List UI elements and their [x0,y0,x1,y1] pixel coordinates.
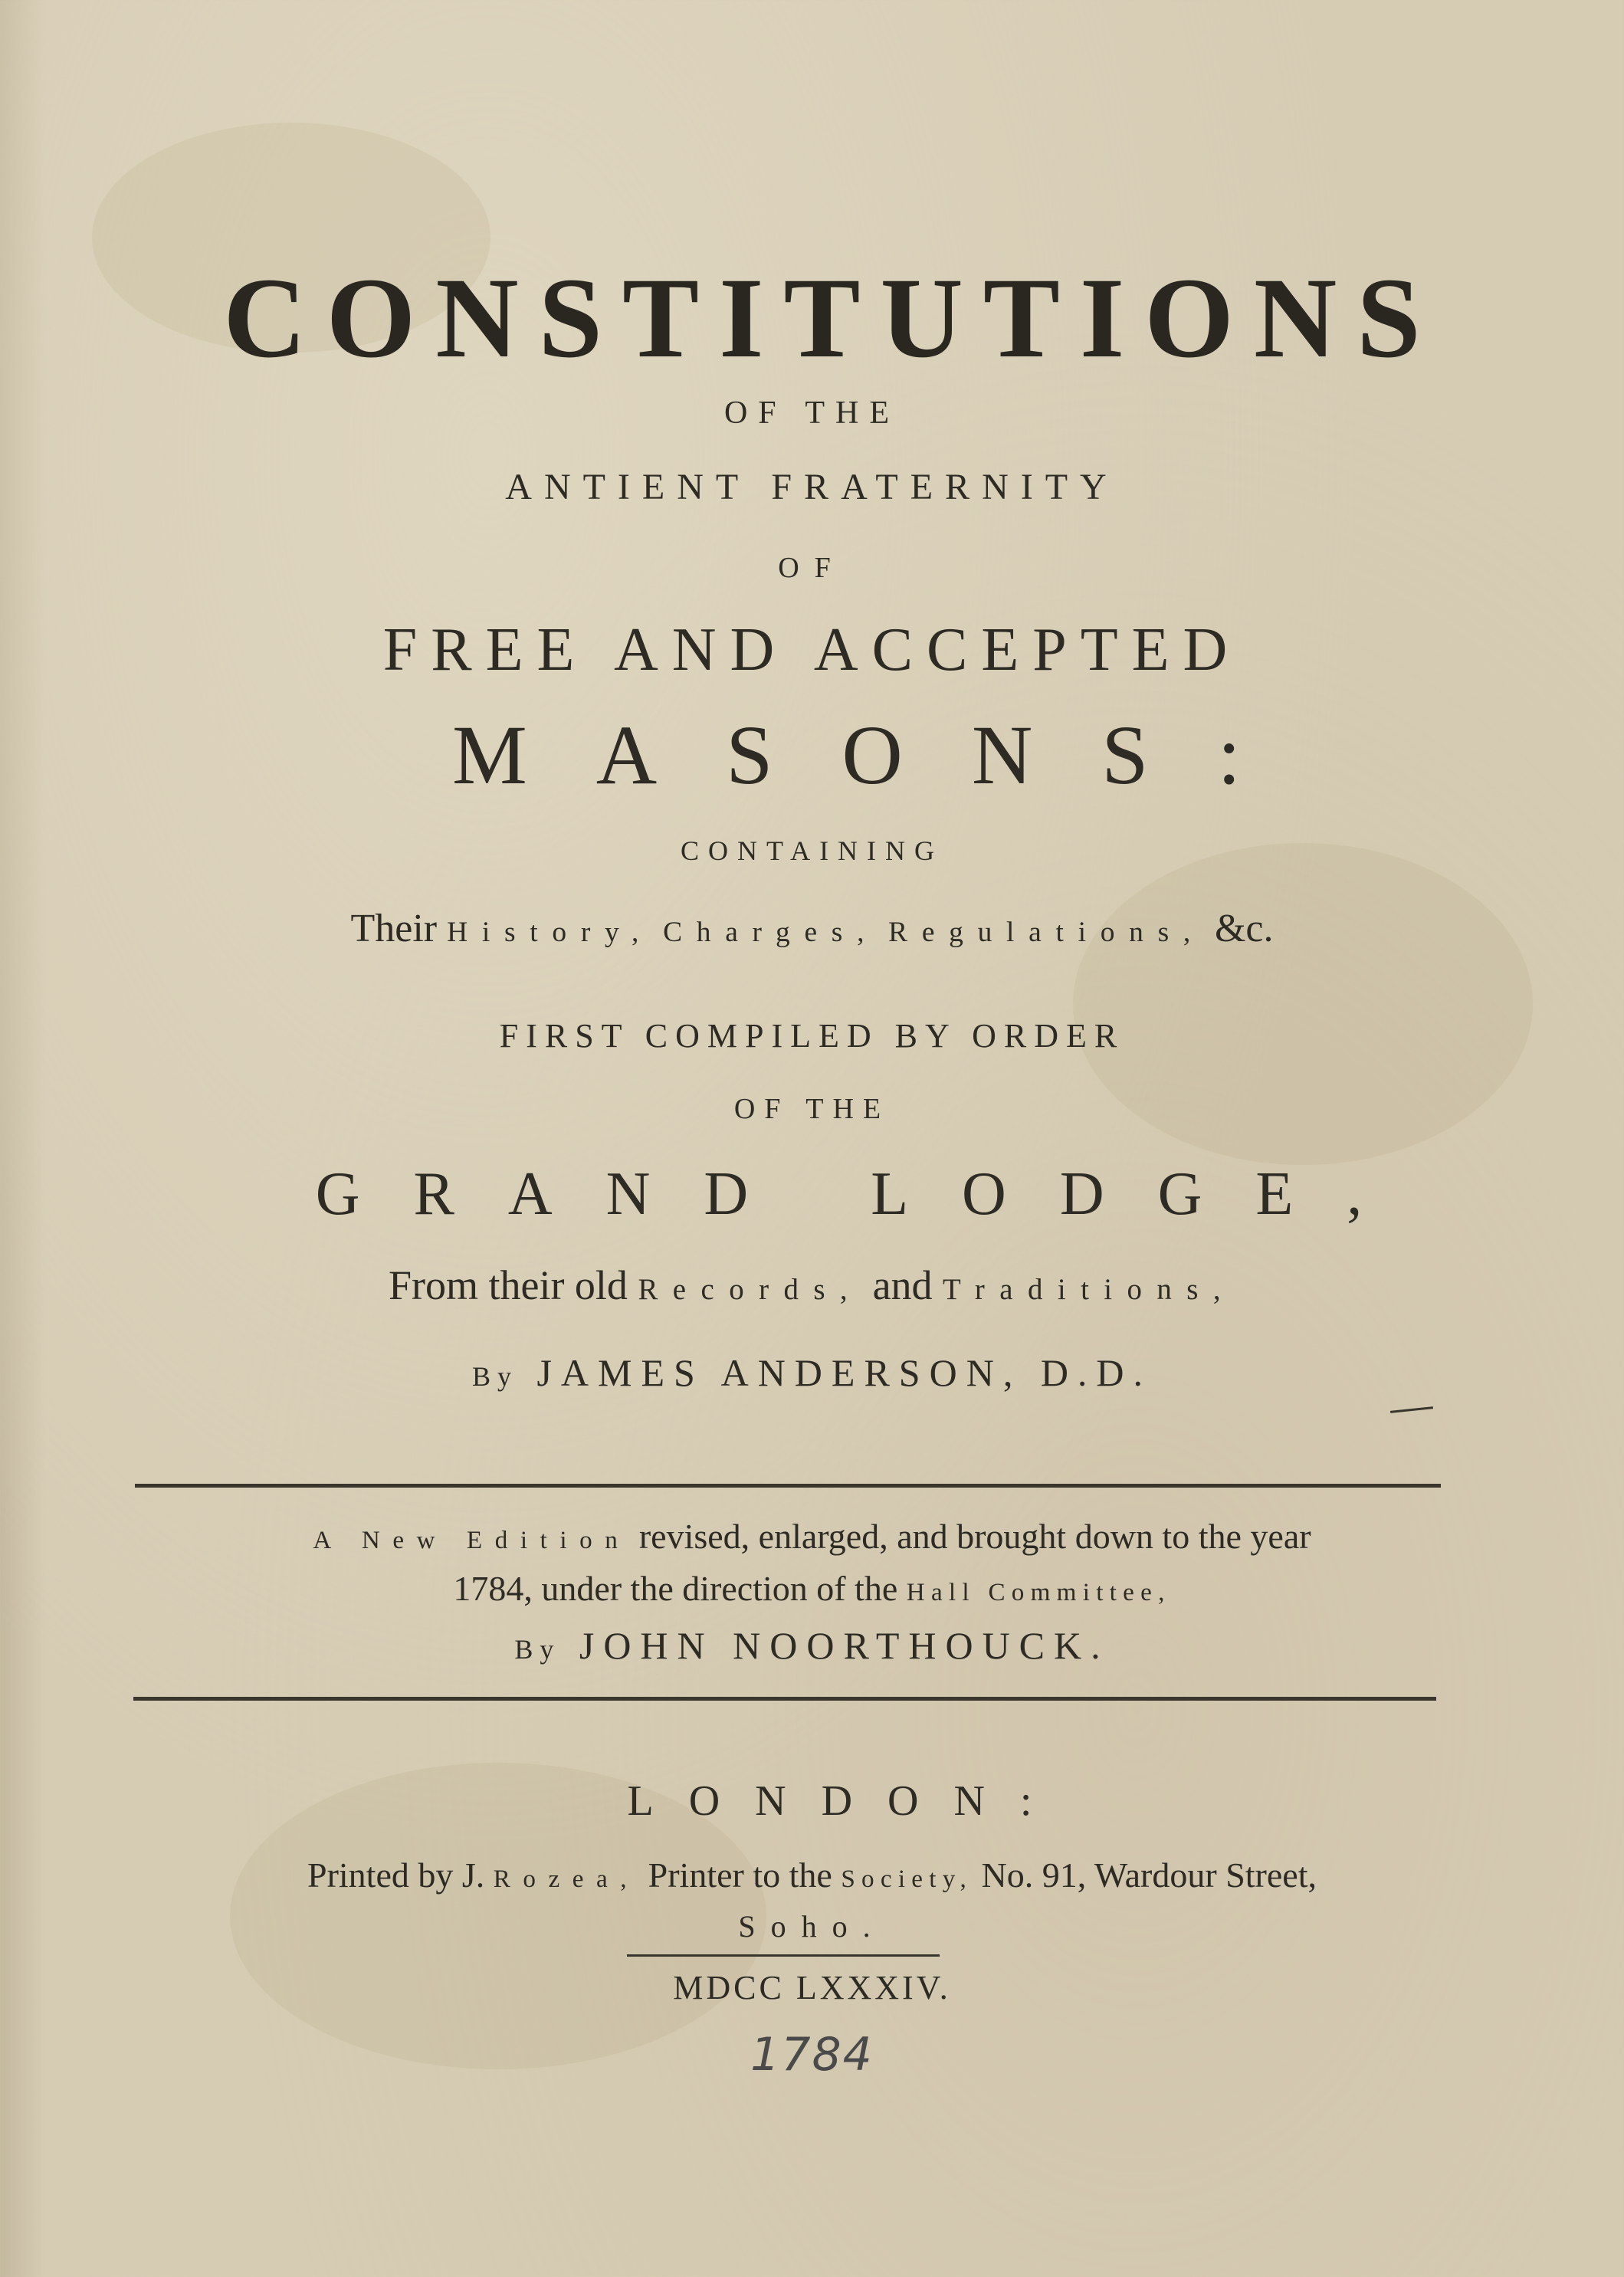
author-by: By [471,1361,518,1392]
roman-date: MDCC LXXXIV. [673,1969,951,2006]
records-word: Records, [638,1273,863,1306]
new-edition-line [0,1519,1624,1554]
contents-etc: &c. [1214,907,1274,950]
main-title: CONSTITUTIONS [223,254,1441,382]
author-name: JAMES ANDERSON, D.D. [536,1351,1153,1394]
printer-society: Society, [841,1865,973,1893]
title-antient-fraternity: ANTIENT FRATERNITY [505,467,1119,507]
records-prefix: From their old [388,1262,628,1308]
first-compiled-line: FIRST COMPILED BY ORDER [499,1017,1125,1055]
title-free-and-accepted: FREE AND ACCEPTED [382,616,1242,684]
traditions-word: Traditions, [943,1273,1236,1306]
year-line [0,1571,1624,1606]
title-masons: MASONS: [451,708,1311,802]
contents-charges: Charges, [663,917,879,948]
editor-by: By [514,1634,561,1665]
printer-prefix: Printed by J. [307,1855,485,1895]
pen-mark [1390,1406,1433,1413]
hall-committee: Hall Committee, [906,1578,1171,1606]
year-line-prefix: 1784, under the direction of the [453,1569,898,1608]
handwritten-year: 1784 [750,2028,874,2082]
records-and: and [872,1262,933,1308]
editor-line [0,1626,1624,1665]
editor-name: JOHN NOORTHOUCK. [579,1624,1110,1667]
contents-their: Their [350,907,438,950]
contents-history: History, [447,917,654,948]
printer-middle: Printer to the [648,1855,832,1895]
contents-line [0,909,1624,949]
imprint-soho: Soho. [738,1909,886,1944]
compiled-of-the: OF THE [733,1093,891,1125]
new-edition-rest: revised, enlarged, and brought down to the year [638,1517,1311,1556]
divider-rule-bottom [133,1697,1436,1701]
records-line [0,1262,1624,1308]
title-of: OF [778,552,846,584]
printer-name: Rozea, [493,1865,640,1893]
title-of-the: OF THE [723,395,901,431]
contents-regulations: Regulations, [888,917,1205,948]
grand-lodge: GRAND LODGE, [315,1160,1416,1228]
new-edition-label: A New Edition [313,1526,631,1554]
divider-rule-top [135,1484,1441,1488]
author-line [0,1353,1624,1392]
containing-label: CONTAINING [680,835,944,866]
date-rule [627,1954,940,1957]
printer-line [0,1855,1624,1895]
imprint-city: LONDON: [627,1777,1068,1825]
printer-address: No. 91, Wardour Street, [981,1855,1317,1895]
